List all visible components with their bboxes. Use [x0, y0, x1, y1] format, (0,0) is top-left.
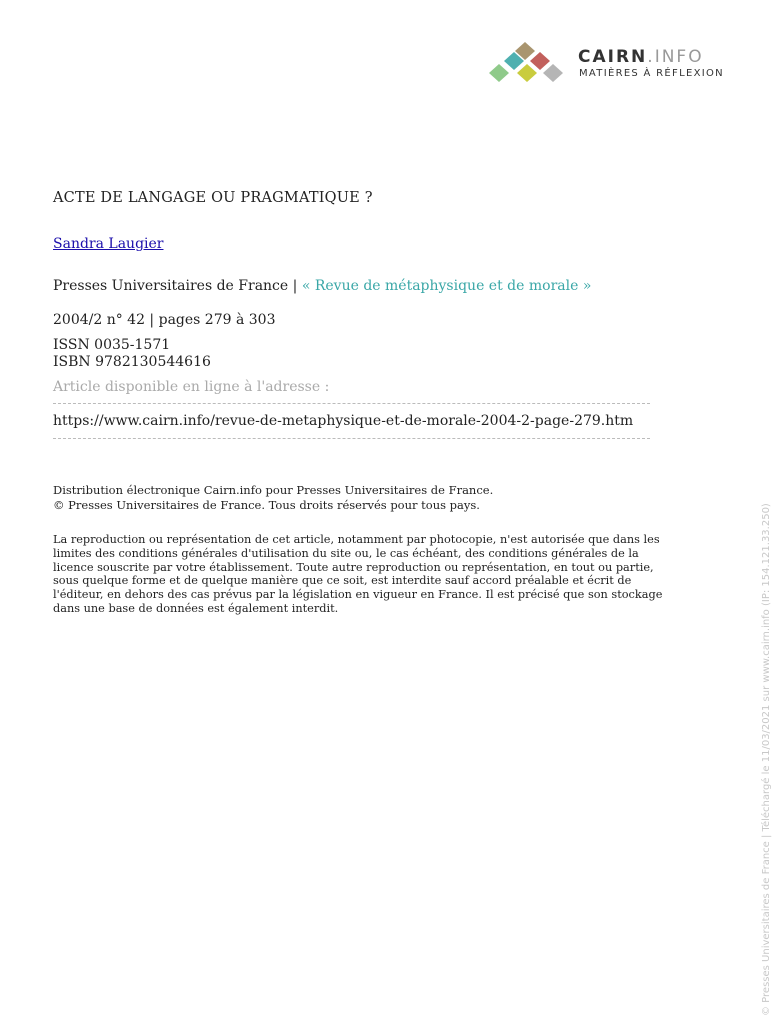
url-divider-top — [53, 403, 650, 404]
logo-diamond-far-right — [543, 64, 563, 82]
author-link[interactable]: Sandra Laugier — [53, 236, 164, 252]
legal-line: dans une base de données est également interdit. — [53, 601, 339, 615]
article-url[interactable]: https://www.cairn.info/revue-de-metaphysique-et-de-morale-2004-2-page-279.htm — [53, 413, 634, 429]
distribution-line-1: Distribution électronique Cairn.info pour Presses Universitaires de France. — [53, 483, 494, 497]
journal-link[interactable]: « Revue de métaphysique et de morale » — [301, 278, 592, 294]
cairn-logo[interactable] — [486, 40, 726, 90]
logo-brand: CAIRN — [578, 47, 648, 67]
isbn: ISBN 9782130544616 — [53, 354, 211, 370]
logo-diamond-right — [530, 52, 550, 70]
publication-separator: | — [288, 278, 302, 294]
legal-line: licence souscrite par votre établissement. Toute autre reproduction ou représentation, en tout ou partie, — [53, 560, 654, 574]
publication-line — [53, 278, 591, 294]
logo-tld: INFO — [654, 47, 704, 67]
distribution-notice — [53, 483, 493, 513]
issn: ISSN 0035-1571 — [53, 337, 171, 353]
logo-dot: . — [647, 47, 655, 67]
logo-tagline: MATIÈRES À RÉFLEXION — [579, 68, 724, 79]
legal-line: limites des conditions générales d'utilisation du site ou, le cas échéant, des conditions générales de la — [53, 546, 639, 560]
logo-diamond-far-left — [489, 64, 509, 82]
legal-line: La reproduction ou représentation de cet article, notamment par photocopie, n'est autorisée que dans les — [53, 533, 660, 546]
legal-notice — [53, 533, 717, 616]
download-watermark: © Presses Universitaires de France | Téléchargé le 11/03/2021 sur www.cairn.info (IP: 154.121.33.250) — [761, 503, 772, 1016]
legal-line: l'éditeur, en dehors des cas prévus par la législation en vigueur en France. Il est précisé que son stockage — [53, 588, 663, 602]
url-divider-bottom — [53, 438, 650, 439]
logo-wordmark — [578, 47, 704, 67]
article-title: ACTE DE LANGAGE OU PRAGMATIQUE ? — [53, 190, 373, 206]
issue-line: 2004/2 n° 42 | pages 279 à 303 — [53, 312, 276, 328]
legal-line: sous quelque forme et de quelque manière que ce soit, est interdite sauf accord préalable et écrit de — [53, 574, 632, 588]
distribution-line-2: © Presses Universitaires de France. Tous droits réservés pour tous pays. — [53, 498, 480, 512]
publisher: Presses Universitaires de France — [53, 278, 289, 294]
logo-diamonds-icon — [486, 40, 576, 90]
available-label: Article disponible en ligne à l'adresse : — [53, 379, 330, 395]
logo-diamond-bottom — [517, 64, 537, 82]
